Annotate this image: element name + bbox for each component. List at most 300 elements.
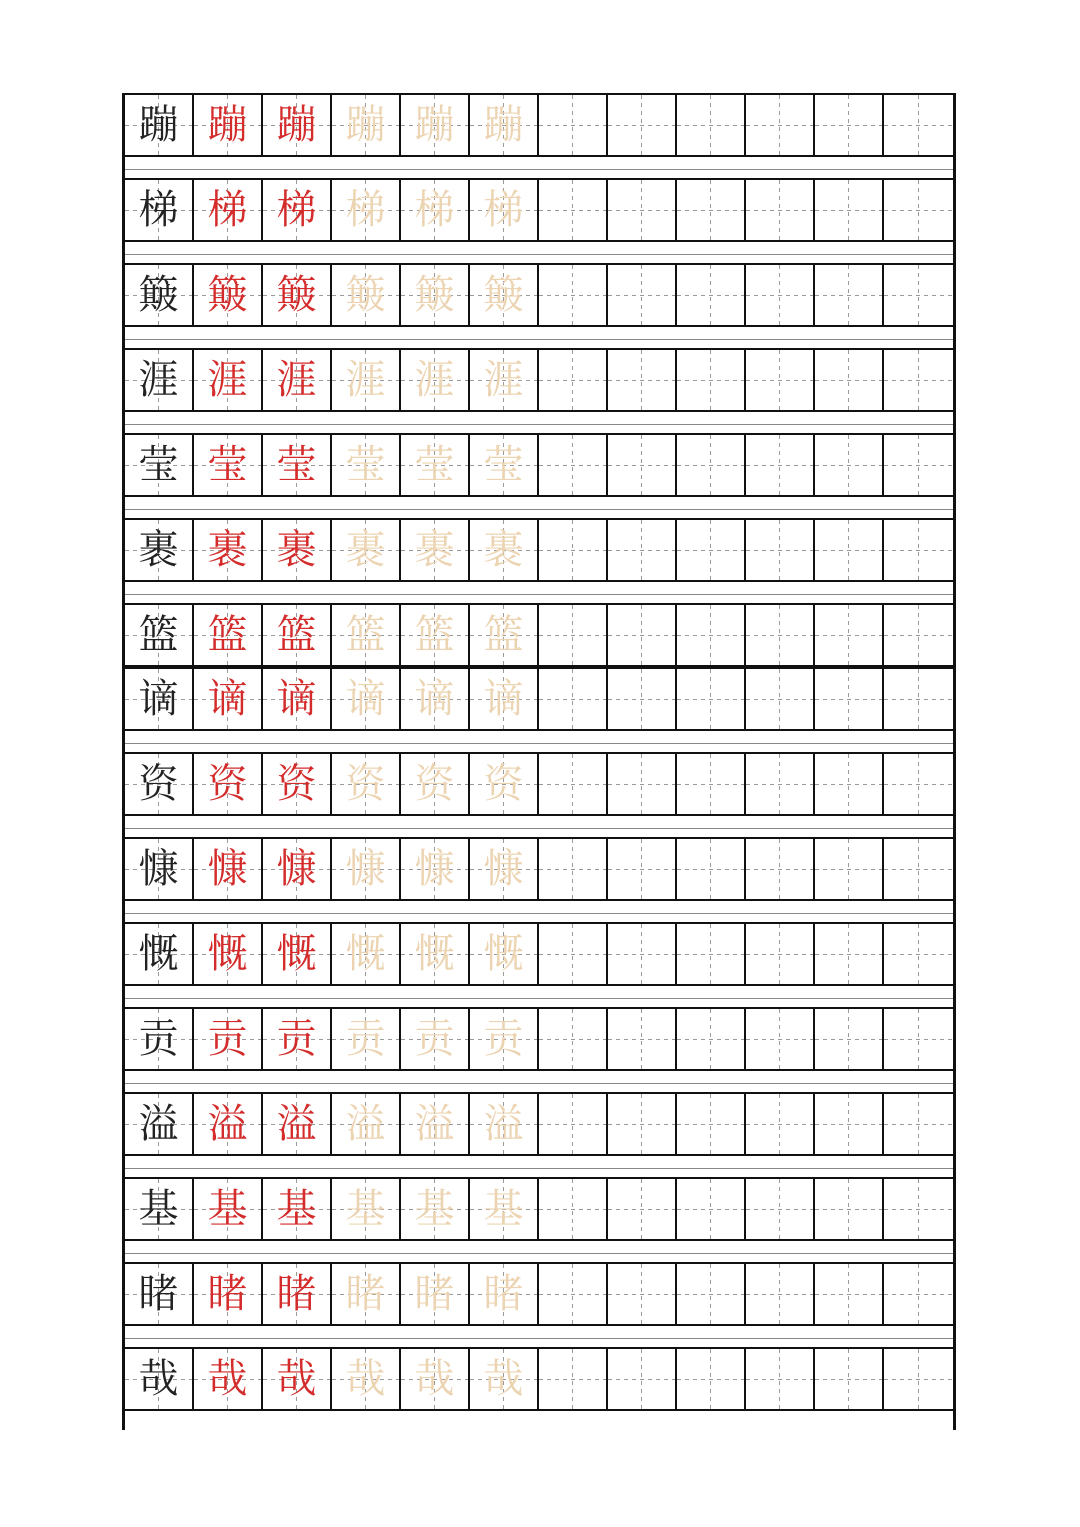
tian-cell-filled[interactable] (194, 839, 263, 899)
tian-cell-empty[interactable] (539, 1009, 608, 1069)
trace-character-solid: 慨 (207, 931, 248, 977)
tian-cell-empty[interactable] (539, 1094, 608, 1154)
tian-cell-empty[interactable] (884, 1264, 953, 1324)
tian-cell-filled[interactable] (401, 1264, 470, 1324)
trace-character-faint: 篮 (414, 612, 455, 658)
tian-cell-empty[interactable] (746, 350, 815, 410)
tian-cell-filled[interactable] (470, 924, 539, 984)
tian-cell-filled[interactable] (263, 435, 332, 495)
tian-cell-empty[interactable] (815, 1179, 884, 1239)
tian-cell-empty[interactable] (884, 924, 953, 984)
tian-cell-filled[interactable] (194, 520, 263, 580)
tian-cell-empty[interactable] (539, 95, 608, 155)
tian-cell-empty[interactable] (815, 754, 884, 814)
practice-row (125, 1347, 953, 1411)
practice-row (125, 433, 953, 497)
tian-cell-empty[interactable] (884, 1349, 953, 1409)
tian-cell-empty[interactable] (815, 180, 884, 240)
model-character: 资 (138, 761, 179, 807)
tian-cell-empty[interactable] (815, 1264, 884, 1324)
tian-cell-empty[interactable] (884, 180, 953, 240)
tian-cell-empty[interactable] (539, 520, 608, 580)
tian-cell-empty[interactable] (815, 1349, 884, 1409)
tian-cell-empty[interactable] (608, 1264, 677, 1324)
tian-cell-filled[interactable] (401, 265, 470, 325)
tian-cell-filled[interactable] (332, 669, 401, 729)
tian-cell-filled[interactable] (263, 1179, 332, 1239)
tian-cell-empty[interactable] (677, 924, 746, 984)
tian-cell-filled[interactable] (125, 669, 194, 729)
tian-cell-filled[interactable] (470, 520, 539, 580)
practice-row (125, 752, 953, 816)
tian-cell-filled[interactable] (401, 924, 470, 984)
tian-cell-filled[interactable] (332, 180, 401, 240)
tian-cell-filled[interactable] (125, 1094, 194, 1154)
trace-character-solid: 溢 (276, 1101, 317, 1147)
tian-cell-filled[interactable] (401, 350, 470, 410)
tian-cell-filled[interactable] (125, 95, 194, 155)
tian-cell-empty[interactable] (884, 839, 953, 899)
tian-cell-filled[interactable] (194, 1179, 263, 1239)
tian-cell-empty[interactable] (608, 605, 677, 665)
tian-cell-empty[interactable] (884, 669, 953, 729)
tian-cell-filled[interactable] (401, 435, 470, 495)
row-gap (125, 1156, 953, 1169)
tian-cell-filled[interactable] (125, 180, 194, 240)
tian-cell-filled[interactable] (125, 1264, 194, 1324)
tian-cell-empty[interactable] (677, 669, 746, 729)
tian-cell-empty[interactable] (746, 1179, 815, 1239)
tian-cell-empty[interactable] (815, 839, 884, 899)
tian-cell-filled[interactable] (194, 435, 263, 495)
trace-character-faint: 涯 (345, 357, 386, 403)
trace-character-faint: 资 (345, 761, 386, 807)
tian-cell-filled[interactable] (401, 605, 470, 665)
tian-cell-filled[interactable] (332, 265, 401, 325)
tian-cell-filled[interactable] (194, 180, 263, 240)
tian-cell-filled[interactable] (470, 350, 539, 410)
tian-cell-empty[interactable] (884, 350, 953, 410)
tian-cell-filled[interactable] (263, 754, 332, 814)
tian-cell-filled[interactable] (470, 180, 539, 240)
row-gap (125, 242, 953, 255)
practice-row (125, 178, 953, 242)
tian-cell-filled[interactable] (332, 754, 401, 814)
tian-cell-empty[interactable] (746, 605, 815, 665)
tian-cell-filled[interactable] (125, 435, 194, 495)
tian-cell-filled[interactable] (263, 1264, 332, 1324)
tian-cell-empty[interactable] (539, 839, 608, 899)
trace-character-faint: 梯 (483, 187, 524, 233)
tian-cell-empty[interactable] (884, 754, 953, 814)
row-gap (125, 1326, 953, 1339)
trace-character-faint: 涯 (414, 357, 455, 403)
tian-cell-filled[interactable] (401, 520, 470, 580)
trace-character-solid: 梯 (207, 187, 248, 233)
tian-cell-filled[interactable] (194, 605, 263, 665)
tian-cell-filled[interactable] (125, 1009, 194, 1069)
tian-cell-filled[interactable] (194, 1264, 263, 1324)
tian-cell-filled[interactable] (332, 435, 401, 495)
trace-character-solid: 哉 (276, 1356, 317, 1402)
tian-cell-empty[interactable] (539, 435, 608, 495)
model-character: 裹 (138, 527, 179, 573)
row-gap (125, 1071, 953, 1084)
trace-character-faint: 基 (345, 1186, 386, 1232)
trace-character-solid: 慷 (276, 846, 317, 892)
tian-cell-filled[interactable] (470, 605, 539, 665)
model-character: 基 (138, 1186, 179, 1232)
tian-cell-empty[interactable] (539, 1264, 608, 1324)
tian-cell-empty[interactable] (746, 669, 815, 729)
trace-character-faint: 溢 (345, 1101, 386, 1147)
trace-character-faint: 慷 (414, 846, 455, 892)
row-gap (125, 816, 953, 829)
tian-cell-filled[interactable] (332, 1094, 401, 1154)
tian-cell-empty[interactable] (815, 1009, 884, 1069)
tian-cell-filled[interactable] (125, 924, 194, 984)
row-gap (125, 986, 953, 999)
trace-character-solid: 蹦 (207, 102, 248, 148)
tian-cell-filled[interactable] (263, 180, 332, 240)
tian-cell-empty[interactable] (815, 924, 884, 984)
trace-character-faint: 莹 (483, 442, 524, 488)
practice-row (125, 837, 953, 901)
tian-cell-filled[interactable] (263, 520, 332, 580)
tian-cell-filled[interactable] (401, 1349, 470, 1409)
practice-row (125, 518, 953, 582)
trace-character-solid: 慨 (276, 931, 317, 977)
trace-character-faint: 哉 (483, 1356, 524, 1402)
tian-cell-empty[interactable] (746, 435, 815, 495)
practice-row (125, 603, 953, 667)
tian-cell-empty[interactable] (539, 1349, 608, 1409)
practice-row (125, 348, 953, 412)
tian-cell-empty[interactable] (746, 1094, 815, 1154)
tian-cell-filled[interactable] (470, 1349, 539, 1409)
tian-cell-empty[interactable] (677, 1094, 746, 1154)
tian-cell-empty[interactable] (539, 669, 608, 729)
trace-character-solid: 篮 (207, 612, 248, 658)
trace-character-faint: 慷 (345, 846, 386, 892)
tian-cell-filled[interactable] (401, 1094, 470, 1154)
tian-cell-filled[interactable] (332, 839, 401, 899)
trace-character-faint: 梯 (414, 187, 455, 233)
tian-cell-filled[interactable] (470, 839, 539, 899)
tian-cell-filled[interactable] (332, 350, 401, 410)
tian-cell-empty[interactable] (608, 839, 677, 899)
trace-character-faint: 篮 (345, 612, 386, 658)
tian-cell-filled[interactable] (401, 754, 470, 814)
tian-cell-empty[interactable] (539, 350, 608, 410)
tian-cell-filled[interactable] (263, 669, 332, 729)
trace-character-faint: 资 (414, 761, 455, 807)
tian-cell-filled[interactable] (470, 435, 539, 495)
tian-cell-filled[interactable] (470, 1264, 539, 1324)
tian-cell-filled[interactable] (125, 350, 194, 410)
tian-cell-empty[interactable] (677, 754, 746, 814)
trace-character-solid: 莹 (207, 442, 248, 488)
tian-cell-filled[interactable] (470, 265, 539, 325)
trace-character-faint: 慨 (483, 931, 524, 977)
worksheet-grid (122, 93, 956, 1430)
tian-cell-empty[interactable] (746, 180, 815, 240)
tian-cell-empty[interactable] (746, 924, 815, 984)
tian-cell-filled[interactable] (194, 924, 263, 984)
tian-cell-filled[interactable] (332, 520, 401, 580)
trace-character-faint: 溢 (414, 1101, 455, 1147)
model-character: 谪 (138, 676, 179, 722)
model-character: 慷 (138, 846, 179, 892)
tian-cell-empty[interactable] (608, 95, 677, 155)
trace-character-solid: 簸 (207, 272, 248, 318)
tian-cell-filled[interactable] (194, 669, 263, 729)
trace-character-faint: 慷 (483, 846, 524, 892)
trace-character-faint: 簸 (345, 272, 386, 318)
tian-cell-filled[interactable] (263, 1009, 332, 1069)
trace-character-faint: 睹 (414, 1271, 455, 1317)
tian-cell-empty[interactable] (815, 605, 884, 665)
tian-cell-filled[interactable] (263, 350, 332, 410)
tian-cell-empty[interactable] (746, 1264, 815, 1324)
trace-character-faint: 簸 (414, 272, 455, 318)
tian-cell-filled[interactable] (194, 265, 263, 325)
tian-cell-filled[interactable] (194, 1094, 263, 1154)
row-gap (125, 497, 953, 510)
tian-cell-empty[interactable] (884, 265, 953, 325)
trace-character-faint: 睹 (483, 1271, 524, 1317)
trace-character-faint: 莹 (414, 442, 455, 488)
tian-cell-filled[interactable] (125, 1179, 194, 1239)
trace-character-faint: 裹 (414, 527, 455, 573)
tian-cell-empty[interactable] (677, 1349, 746, 1409)
tian-cell-empty[interactable] (884, 1094, 953, 1154)
trace-character-solid: 基 (207, 1186, 248, 1232)
tian-cell-filled[interactable] (401, 1009, 470, 1069)
tian-cell-empty[interactable] (884, 1179, 953, 1239)
trace-character-solid: 涯 (276, 357, 317, 403)
tian-cell-empty[interactable] (608, 180, 677, 240)
tian-cell-filled[interactable] (401, 1179, 470, 1239)
practice-row (125, 263, 953, 327)
tian-cell-filled[interactable] (263, 605, 332, 665)
practice-row (125, 1262, 953, 1326)
practice-row (125, 1007, 953, 1071)
trace-character-faint: 涯 (483, 357, 524, 403)
tian-cell-filled[interactable] (470, 95, 539, 155)
row-gap (125, 901, 953, 914)
tian-cell-filled[interactable] (332, 1179, 401, 1239)
row-gap (125, 582, 953, 595)
tian-cell-empty[interactable] (746, 1009, 815, 1069)
tian-cell-empty[interactable] (677, 839, 746, 899)
tian-cell-filled[interactable] (332, 924, 401, 984)
tian-cell-filled[interactable] (125, 1349, 194, 1409)
tian-cell-empty[interactable] (884, 95, 953, 155)
tian-cell-filled[interactable] (401, 839, 470, 899)
tian-cell-empty[interactable] (815, 1094, 884, 1154)
tian-cell-filled[interactable] (263, 1349, 332, 1409)
trace-character-solid: 梯 (276, 187, 317, 233)
tian-cell-filled[interactable] (194, 754, 263, 814)
tian-cell-empty[interactable] (677, 1264, 746, 1324)
practice-row (125, 667, 953, 731)
row-gap (125, 327, 953, 340)
tian-cell-empty[interactable] (539, 265, 608, 325)
tian-cell-empty[interactable] (746, 839, 815, 899)
trace-character-solid: 簸 (276, 272, 317, 318)
tian-cell-empty[interactable] (746, 754, 815, 814)
trace-character-faint: 裹 (345, 527, 386, 573)
tian-cell-filled[interactable] (401, 180, 470, 240)
tian-cell-empty[interactable] (815, 520, 884, 580)
tian-cell-empty[interactable] (539, 924, 608, 984)
tian-cell-filled[interactable] (401, 669, 470, 729)
tian-cell-filled[interactable] (332, 605, 401, 665)
tian-cell-empty[interactable] (539, 754, 608, 814)
trace-character-solid: 贡 (276, 1016, 317, 1062)
tian-cell-filled[interactable] (470, 754, 539, 814)
tian-cell-filled[interactable] (470, 1094, 539, 1154)
tian-cell-empty[interactable] (746, 520, 815, 580)
tian-cell-empty[interactable] (746, 95, 815, 155)
tian-cell-empty[interactable] (677, 1009, 746, 1069)
model-character: 篮 (138, 612, 179, 658)
tian-cell-filled[interactable] (125, 265, 194, 325)
tian-cell-empty[interactable] (815, 95, 884, 155)
tian-cell-filled[interactable] (194, 95, 263, 155)
tian-cell-filled[interactable] (125, 605, 194, 665)
tian-cell-empty[interactable] (539, 605, 608, 665)
row-gap (125, 412, 953, 425)
tian-cell-empty[interactable] (677, 1179, 746, 1239)
trace-character-faint: 裹 (483, 527, 524, 573)
tian-cell-empty[interactable] (815, 669, 884, 729)
tian-cell-filled[interactable] (263, 95, 332, 155)
tian-cell-filled[interactable] (332, 1264, 401, 1324)
trace-character-faint: 蹦 (414, 102, 455, 148)
trace-character-faint: 睹 (345, 1271, 386, 1317)
tian-cell-filled[interactable] (263, 1094, 332, 1154)
tian-cell-filled[interactable] (470, 1179, 539, 1239)
tian-cell-empty[interactable] (608, 669, 677, 729)
model-character: 簸 (138, 272, 179, 318)
tian-cell-empty[interactable] (677, 180, 746, 240)
tian-cell-empty[interactable] (608, 1179, 677, 1239)
trace-character-solid: 谪 (276, 676, 317, 722)
tian-cell-empty[interactable] (608, 924, 677, 984)
row-gap (125, 157, 953, 170)
trace-character-solid: 慷 (207, 846, 248, 892)
tian-cell-filled[interactable] (263, 839, 332, 899)
tian-cell-filled[interactable] (194, 350, 263, 410)
trace-character-faint: 谪 (483, 676, 524, 722)
tian-cell-filled[interactable] (194, 1349, 263, 1409)
tian-cell-empty[interactable] (815, 265, 884, 325)
tian-cell-empty[interactable] (815, 435, 884, 495)
tian-cell-filled[interactable] (194, 1009, 263, 1069)
tian-cell-empty[interactable] (608, 1349, 677, 1409)
row-gap (125, 1241, 953, 1254)
trace-character-solid: 裹 (207, 527, 248, 573)
trace-character-solid: 谪 (207, 676, 248, 722)
tian-cell-empty[interactable] (815, 350, 884, 410)
trace-character-faint: 贡 (483, 1016, 524, 1062)
tian-cell-empty[interactable] (884, 605, 953, 665)
practice-row (125, 1177, 953, 1241)
tian-cell-filled[interactable] (263, 265, 332, 325)
trace-character-faint: 基 (414, 1186, 455, 1232)
model-character: 莹 (138, 442, 179, 488)
tian-cell-empty[interactable] (746, 265, 815, 325)
tian-cell-empty[interactable] (608, 754, 677, 814)
row-gap (125, 731, 953, 744)
trace-character-faint: 基 (483, 1186, 524, 1232)
tian-cell-filled[interactable] (125, 754, 194, 814)
tian-cell-empty[interactable] (608, 350, 677, 410)
tian-cell-empty[interactable] (884, 520, 953, 580)
tian-cell-filled[interactable] (263, 924, 332, 984)
tian-cell-empty[interactable] (677, 435, 746, 495)
tian-cell-filled[interactable] (125, 520, 194, 580)
tian-cell-filled[interactable] (332, 1349, 401, 1409)
trace-character-faint: 梯 (345, 187, 386, 233)
model-character: 梯 (138, 187, 179, 233)
tian-cell-empty[interactable] (608, 265, 677, 325)
model-character: 慨 (138, 931, 179, 977)
tian-cell-empty[interactable] (677, 350, 746, 410)
trace-character-faint: 谪 (345, 676, 386, 722)
trace-character-solid: 贡 (207, 1016, 248, 1062)
tian-cell-empty[interactable] (539, 1179, 608, 1239)
tian-cell-empty[interactable] (608, 1094, 677, 1154)
trace-character-faint: 谪 (414, 676, 455, 722)
tian-cell-filled[interactable] (125, 839, 194, 899)
trace-character-faint: 溢 (483, 1101, 524, 1147)
practice-row (125, 922, 953, 986)
tian-cell-empty[interactable] (677, 265, 746, 325)
trace-character-solid: 哉 (207, 1356, 248, 1402)
tian-cell-filled[interactable] (470, 669, 539, 729)
trace-character-solid: 蹦 (276, 102, 317, 148)
tian-cell-filled[interactable] (332, 1009, 401, 1069)
tian-cell-empty[interactable] (539, 180, 608, 240)
practice-row (125, 1092, 953, 1156)
tian-cell-filled[interactable] (332, 95, 401, 155)
tian-cell-empty[interactable] (746, 1349, 815, 1409)
trace-character-faint: 蹦 (345, 102, 386, 148)
tian-cell-filled[interactable] (470, 1009, 539, 1069)
trace-character-solid: 资 (207, 761, 248, 807)
tian-cell-filled[interactable] (401, 95, 470, 155)
tian-cell-empty[interactable] (608, 520, 677, 580)
model-character: 涯 (138, 357, 179, 403)
tian-cell-empty[interactable] (884, 435, 953, 495)
tian-cell-empty[interactable] (608, 435, 677, 495)
trace-character-faint: 贡 (414, 1016, 455, 1062)
model-character: 哉 (138, 1356, 179, 1402)
trace-character-faint: 哉 (345, 1356, 386, 1402)
tian-cell-empty[interactable] (608, 1009, 677, 1069)
tian-cell-empty[interactable] (677, 605, 746, 665)
trace-character-solid: 篮 (276, 612, 317, 658)
tian-cell-empty[interactable] (677, 95, 746, 155)
trace-character-solid: 睹 (276, 1271, 317, 1317)
tian-cell-empty[interactable] (884, 1009, 953, 1069)
trace-character-solid: 溢 (207, 1101, 248, 1147)
tian-cell-empty[interactable] (677, 520, 746, 580)
trace-character-faint: 哉 (414, 1356, 455, 1402)
